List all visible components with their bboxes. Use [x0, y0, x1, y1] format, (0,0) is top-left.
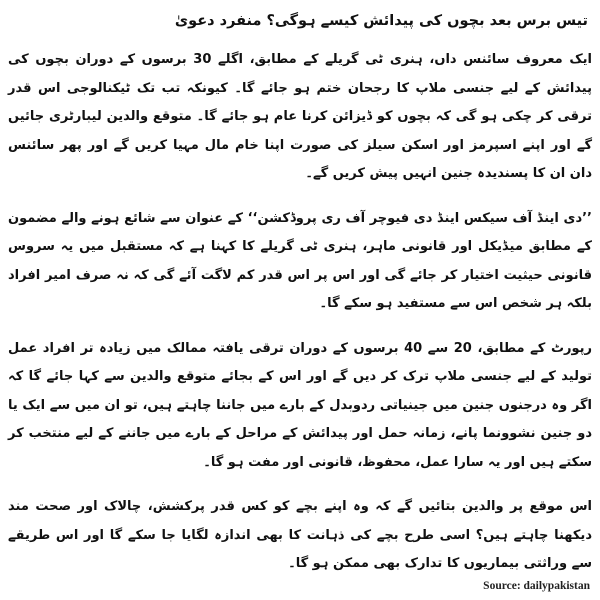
- article-paragraph: [8, 205, 592, 319]
- article-paragraph: [8, 46, 592, 189]
- paragraph-text: رپورٹ کے مطابق، 20 سے 40 برسوں کے دوران ترقی یافتہ ممالک میں زیادہ تر افراد عمل تولید کے لیے جنسی ملاپ ترک کر دیں گے اور اس کے بجائے متوقع والدین سے کہا جائے گا کہ اگر وہ درجنوں جنین میں جینیاتی ردوبدل کے بارے میں جاننا چاہتے ہیں، تو ان میں سے ایک یا دو جنین نشوونما پانے، زمانہ حمل اور پیدائش کے مراحل کے بارے میں جاننے کے لیے منتخب کر سکتے ہیں اور یہ سارا عمل، محفوظ، قانونی اور مفت ہو گا۔: [8, 340, 593, 470]
- article-paragraph: [8, 493, 592, 579]
- paragraph-text: اس موقع پر والدین بتائیں گے کہ وہ اپنے بچے کو کس قدر پرکشش، چالاک اور صحت مند دیکھنا چاہتے ہیں؟ اسی طرح بچے کی ذہانت کا بھی اندازہ لگایا جا سکے گا اور اس طریقے سے وراثتی بیماریوں کا تدارک بھی ممکن ہو گا۔: [8, 499, 592, 571]
- paragraph-text: ایک معروف سائنس داں، ہنری ٹی گریلے کے مطابق، اگلے 30 برسوں کے دوران بچوں کی پیدائش کے لیے جنسی ملاپ کا رجحان ختم ہو جائے گا۔ کیونکہ تب تک ٹیکنالوجی اس قدر ترقی کر چکی ہو گی کہ بچوں کو ڈیزائن کرنا عام ہو جائے گا۔ متوقع والدین لیبارٹری جائیں گے اور اپنے اسپرمز اور اسکن سیلز کی صورت اپنا خام مال مہیا کریں گے اور پھر سائنس دان ان کا پسندیدہ جنین انہیں پیش کریں گے۔: [8, 52, 592, 181]
- article-title: تیس برس بعد بچوں کی پیدائش کیسے ہوگی؟ منفرد دعویٰ: [174, 13, 588, 29]
- article-paragraph: [8, 335, 592, 478]
- source-credit: Source: dailypakistan: [483, 580, 590, 592]
- paragraph-text: ’’دی اینڈ آف سیکس اینڈ دی فیوچر آف ری پروڈکشن‘‘ کے عنوان سے شائع ہونے والے مضمون کے مطابق میڈیکل اور قانونی ماہر، ہنری ٹی گریلے کا کہنا ہے کہ مستقبل میں یہ سروس قانونی حیثیت اختیار کر جائے گی اور اس پر اس قدر کم لاگت آئے گی کہ نہ صرف امیر افراد بلکہ ہر شخص اس سے مستفید ہو سکے گا۔: [8, 210, 592, 311]
